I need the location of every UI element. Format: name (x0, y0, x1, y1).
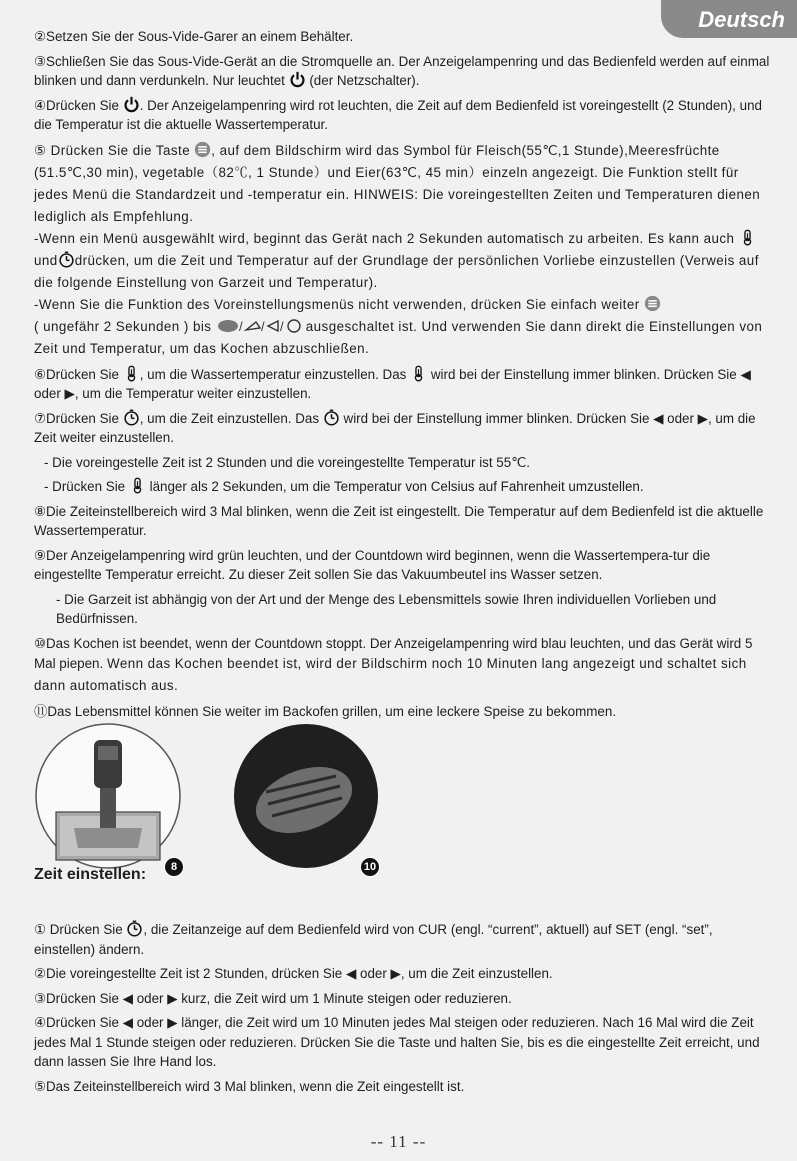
thermometer-icon (739, 229, 756, 246)
time-step-3: ③Drücken Sie ◀ oder ▶ kurz, die Zeit wird um 1 Minute steigen oder reduzieren. (34, 990, 512, 1006)
thermometer-icon (123, 365, 140, 382)
svg-text:/: / (260, 318, 265, 334)
food-menu-icons (216, 318, 302, 334)
step-7: ⑦Drücken Sie , um die Zeit einzustellen. Das wird bei der Einstellung immer blinken. Drücken Sie ◀ oder ▶, um die Zeit weiter einzustellen. (34, 410, 756, 445)
power-icon (123, 96, 140, 113)
time-step-2: ②Die voreingestellte Zeit ist 2 Stunden, drücken Sie ◀ oder ▶, um die Zeit einzustellen. (34, 966, 553, 981)
thermometer-icon (129, 477, 146, 494)
step-10: ⑩Das Kochen ist beendet, wenn der Countdown stoppt. Der Anzeigelampenring wird blau leuchten, und das Gerät wird 5 Mal piepen. Wenn das Kochen beendet ist, wird der Bildschirm noch 10 Minuten lang angezeigt und schaltet sich dann automatisch aus. (34, 635, 753, 693)
grilled-meat-illustration (232, 720, 380, 872)
step-9-note: - Die Garzeit ist abhängig von der Art und der Menge des Lebensmittels sowie Ihren individuellen Vorlieben und Bedürfnissen. (56, 591, 717, 626)
step-7-note-1: - Die voreingestelle Zeit ist 2 Stunden und die voreingestellte Temperatur ist 55℃. (44, 454, 530, 470)
svg-text:/: / (279, 318, 284, 334)
instructions (34, 27, 776, 727)
sous-vide-illustration (34, 720, 182, 872)
power-icon (289, 71, 306, 88)
svg-text:/: / (238, 318, 243, 334)
step-7-note-2: - Drücken Sie länger als 2 Sekunden, um die Temperatur von Celsius auf Fahrenheit umzustellen. (44, 479, 644, 494)
timer-icon (123, 409, 140, 426)
time-step-4: ④Drücken Sie ◀ oder ▶ länger, die Zeit wird um 10 Minuten jedes Mal steigen oder reduzieren. Nach 16 Mal wird die Zeit jedes Mal 1 Stunde steigen oder reduzieren. Drücken Sie die Taste und halten Sie, bis es die eingestellte Zeit erreicht, und dann lassen Sie Ihre Hand los. (34, 1015, 760, 1069)
figure-8-badge: 8 (164, 857, 184, 877)
step-9: ⑨Der Anzeigelampenring wird grün leuchten, und der Countdown wird beginnen, wenn die Wassertempera-tur die eingestellte Temperatur erreicht. Zu dieser Zeit sollen Sie das Vakuumbeutel ins Wasser setzen. (34, 547, 711, 582)
step-11: ⑪Das Lebensmittel können Sie weiter im Backofen grillen, um eine leckere Speise zu bekommen. (34, 704, 617, 719)
step-5: ⑤ Drücken Sie die Taste , auf dem Bildschirm wird das Symbol für Fleisch(55℃,1 Stunde),Meeresfrüchte (51.5℃,30 min), vegetable（82℃, 1 Stunde）und Eier(63℃, 45 min）einzeln angezeigt. Die Funktion stellt für jedes Menü die Standardzeit und -temperatur ein. HINWEIS: Die voreingestellten Zeiten und Temperaturen dienen lediglich als Empfehlung. -Wenn ein Menü ausgewählt wird, beginnt das Gerät nach 2 Sekunden automatisch zu arbeiten. Es kann auch und drücken, um die Zeit und Temperatur auf der Grundlage der persönlichen Vorliebe einzustellen (Verweis auf die folgende Einstellung von Garzeit und Temperatur). -Wenn Sie die Funktion des Voreinstellungsmenüs nicht verwenden, drücken Sie einfach weiter ( ungefähr 2 Sekunden ) bis / / / ausgeschaltet ist. Und verwenden Sie dann direkt die Einstellungen von Zeit und Temperatur, um das Kochen abzuschließen. (34, 142, 763, 356)
timer-icon (126, 920, 143, 937)
menu-icon (194, 141, 211, 158)
timer-icon (323, 409, 340, 426)
step-3: ③Schließen Sie das Sous-Vide-Gerät an die Stromquelle an. Der Anzeigelampenring und das Bedienfeld werden auf einmal blinken und dann verdunkeln. Nur leuchtet (der Netzschalter). (34, 53, 770, 88)
step-6: ⑥Drücken Sie , um die Wassertemperatur einzustellen. Das wird bei der Einstellung immer blinken. Drücken Sie ◀ oder ▶, um die Temperatur weiter einzustellen. (34, 366, 751, 401)
menu-icon (644, 295, 661, 312)
step-8: ⑧Die Zeiteinstellbereich wird 3 Mal blinken, wenn die Zeit ist eingestellt. Die Temperatur auf dem Bedienfeld ist die aktuelle Wassertemperatur. (34, 503, 764, 538)
language-tab: Deutsch (661, 0, 797, 38)
time-step-1: ① Drücken Sie , die Zeitanzeige auf dem Bedienfeld wird von CUR (engl. “current”, aktuell) auf SET (engl. “set”, einstellen) ändern. (34, 922, 713, 957)
thermometer-icon (410, 365, 427, 382)
step-2: ②Setzen Sie der Sous-Vide-Garer an einem Behälter. (34, 29, 354, 44)
time-instructions (34, 920, 776, 1101)
step-4: ④Drücken Sie . Der Anzeigelampenring wird rot leuchten, die Zeit auf dem Bedienfeld ist voreingestellt (2 Stunden), und die Temperatur ist die aktuelle Wassertemperatur. (34, 97, 762, 132)
section-heading: Zeit einstellen: (34, 866, 147, 883)
time-step-5: ⑤Das Zeiteinstellbereich wird 3 Mal blinken, wenn die Zeit eingestellt ist. (34, 1078, 465, 1094)
page-number: -- 11 -- (370, 1132, 427, 1151)
figure-10-badge: 10 (360, 857, 380, 877)
timer-icon (58, 251, 75, 268)
